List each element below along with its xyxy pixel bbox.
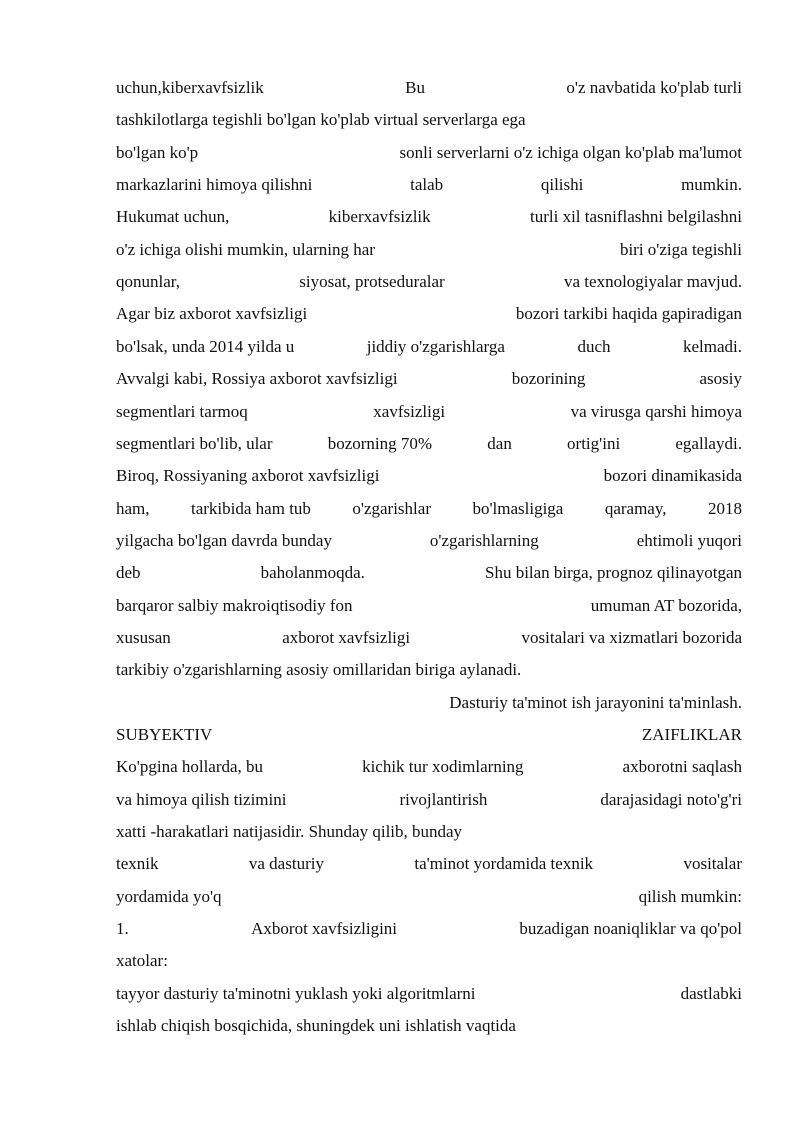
text-segment: va texnologiyalar mavjud.	[564, 272, 742, 292]
text-segment: rivojlantirish	[399, 789, 488, 809]
text-segment: siyosat, protseduralar	[299, 272, 445, 292]
text-segment: uchun,kiberxavfsizlik	[116, 78, 264, 97]
text-line	[116, 1010, 742, 1042]
text-segment: xususan	[116, 627, 171, 647]
text-segment: vositalar	[683, 854, 742, 874]
text-line	[116, 622, 742, 654]
text-segment: egallaydi.	[675, 433, 742, 453]
text-segment: 2018	[707, 498, 742, 518]
text-segment: tarkibida ham tub	[191, 498, 311, 518]
text-segment: bozorining	[511, 369, 586, 389]
text-segment: axborot xavfsizligi	[282, 627, 411, 647]
text-segment: Biroq, Rossiyaning axborot xavfsizligi	[116, 466, 380, 486]
text-segment: va himoya qilish tizimini	[116, 789, 287, 809]
text-line	[116, 396, 742, 428]
text-segment: xatolar:	[116, 951, 168, 971]
text-segment: mumkin.	[681, 175, 742, 195]
text-segment: duch	[577, 336, 611, 356]
text-line	[116, 719, 742, 751]
text-segment: ZAIFLIKLAR	[641, 725, 742, 744]
text-segment: tarkibiy o'zgarishlarning asosiy omillaridan biriga aylanadi.	[116, 660, 522, 680]
text-segment: va dasturiy	[248, 854, 324, 874]
text-line	[116, 493, 742, 525]
text-segment: deb	[116, 563, 141, 583]
text-line	[116, 557, 742, 589]
text-segment: turli xil tasniflashni belgilashni	[529, 207, 742, 227]
text-segment: Bu	[405, 78, 425, 97]
text-segment: kichik tur xodimlarning	[362, 757, 524, 777]
text-line	[116, 590, 742, 622]
text-line	[116, 428, 742, 460]
text-line	[116, 687, 742, 719]
text-line	[116, 784, 742, 816]
text-segment: segmentlari bo'lib, ular	[116, 433, 273, 453]
text-line	[116, 881, 742, 913]
text-segment: xatti -harakatlari natijasidir. Shunday qilib, bunday	[116, 822, 463, 842]
text-line	[116, 266, 742, 298]
text-segment: sonli serverlarni o'z ichiga olgan ko'plab ma'lumot	[399, 142, 742, 162]
text-segment: qaramay,	[604, 498, 667, 518]
text-line	[116, 234, 742, 266]
text-segment: bo'lgan ko'p	[116, 142, 199, 162]
text-segment: qonunlar,	[116, 272, 180, 292]
text-segment: Axborot xavfsizligini	[251, 919, 398, 939]
text-segment: bo'lmasligiga	[472, 498, 564, 518]
text-line	[116, 945, 742, 977]
text-segment: kiberxavfsizlik	[328, 207, 431, 227]
text-line	[116, 201, 742, 233]
text-segment: baholanmoqda.	[260, 563, 365, 583]
text-segment: yilgacha bo'lgan davrda bunday	[116, 530, 332, 550]
text-segment: tashkilotlarga tegishli bo'lgan ko'plab virtual serverlarga ega	[116, 110, 526, 130]
text-line	[116, 460, 742, 492]
text-segment: umuman AT bozorida,	[590, 595, 742, 615]
text-segment: ta'minot yordamida texnik	[414, 854, 594, 874]
text-segment: va virusga qarshi himoya	[570, 401, 742, 421]
text-segment: axborotni saqlash	[622, 757, 742, 777]
text-line	[116, 654, 742, 686]
text-segment: ortig'ini	[567, 433, 621, 453]
text-segment: biri o'ziga tegishli	[619, 239, 742, 259]
text-segment: asosiy	[699, 369, 742, 389]
text-segment: texnik	[116, 854, 159, 874]
text-segment: bozori tarkibi haqida gapiradigan	[515, 304, 742, 324]
text-line	[116, 104, 742, 136]
text-line	[116, 331, 742, 363]
text-segment: vositalari va xizmatlari bozorida	[521, 627, 742, 647]
text-line	[116, 169, 742, 201]
text-segment: buzadigan noaniqliklar va qo'pol	[519, 919, 742, 939]
text-segment: Dasturiy ta'minot ish jarayonini ta'minlash.	[449, 692, 742, 712]
text-line	[116, 848, 742, 880]
text-segment: ehtimoli yuqori	[636, 530, 742, 550]
text-line	[116, 72, 742, 104]
text-segment: 1.	[116, 919, 129, 939]
text-segment: Hukumat uchun,	[116, 207, 230, 227]
text-line	[116, 751, 742, 783]
text-segment: bozori dinamikasida	[603, 466, 742, 486]
text-line	[116, 978, 742, 1010]
text-line	[116, 298, 742, 330]
text-segment: o'zgarishlar	[352, 498, 431, 518]
text-segment: markazlarini himoya qilishni	[116, 175, 313, 195]
text-segment: SUBYEKTIV	[116, 725, 213, 744]
text-segment: yordamida yo'q	[116, 886, 222, 906]
text-segment: barqaror salbiy makroiqtisodiy fon	[116, 595, 353, 615]
text-segment: xavfsizligi	[373, 401, 446, 421]
text-line	[116, 363, 742, 395]
text-line	[116, 913, 742, 945]
text-segment: tayyor dasturiy ta'minotni yuklash yoki algoritmlarni	[116, 983, 476, 1003]
text-segment: darajasidagi noto'g'ri	[600, 789, 742, 809]
text-segment: o'z navbatida ko'plab turli	[566, 78, 742, 97]
text-segment: bozorning 70%	[327, 433, 433, 453]
text-segment: ishlab chiqish bosqichida, shuningdek uni ishlatish vaqtida	[116, 1016, 516, 1036]
text-segment: kelmadi.	[682, 336, 742, 356]
text-line	[116, 816, 742, 848]
text-segment: segmentlari tarmoq	[116, 401, 248, 421]
text-segment: o'zgarishlarning	[429, 530, 539, 550]
text-segment: bo'lsak, unda 2014 yilda u	[116, 336, 295, 356]
text-segment: dan	[487, 433, 512, 453]
text-segment: o'z ichiga olishi mumkin, ularning har	[116, 239, 375, 259]
text-segment: jiddiy o'zgarishlarga	[366, 336, 505, 356]
text-segment: Agar biz axborot xavfsizligi	[116, 304, 308, 324]
text-segment: dastlabki	[680, 983, 742, 1003]
text-segment: talab	[410, 175, 444, 195]
text-line	[116, 137, 742, 169]
text-segment: Shu bilan birga, prognoz qilinayotgan	[484, 563, 742, 583]
text-segment: qilishi	[540, 175, 584, 195]
text-segment: qilish mumkin:	[638, 886, 742, 906]
text-segment: ham,	[116, 498, 150, 518]
text-segment: Ko'pgina hollarda, bu	[116, 757, 264, 777]
text-segment: Avvalgi kabi, Rossiya axborot xavfsizligi	[116, 369, 398, 389]
text-line	[116, 525, 742, 557]
